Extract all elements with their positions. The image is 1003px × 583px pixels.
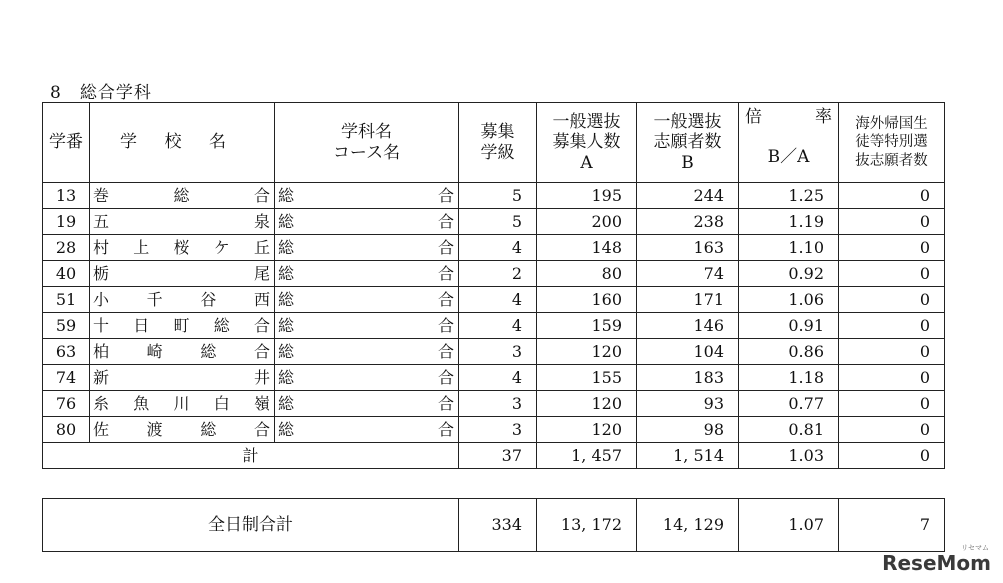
quota-cell: 120 — [537, 417, 637, 443]
quota-cell: 200 — [537, 209, 637, 235]
header-ratio: 倍 率 B／A — [739, 103, 839, 183]
admissions-table — [42, 102, 945, 469]
section-number: 8 — [50, 83, 62, 103]
ratio-cell: 0.81 — [739, 417, 839, 443]
school-code: 74 — [43, 365, 90, 391]
grand-total-ratio: 1.07 — [739, 499, 839, 552]
classes-cell: 4 — [459, 235, 537, 261]
school-code: 13 — [43, 183, 90, 209]
subtotal-classes: 37 — [459, 443, 537, 469]
department-name: 総 合 — [275, 209, 459, 235]
returnee-cell: 0 — [839, 183, 945, 209]
department-name: 総 合 — [275, 313, 459, 339]
subtotal-label: 計 — [43, 443, 459, 469]
school-code: 59 — [43, 313, 90, 339]
applicants-cell: 93 — [637, 391, 739, 417]
department-name: 総 合 — [275, 417, 459, 443]
department-name: 総 合 — [275, 261, 459, 287]
table-row — [43, 365, 945, 391]
subtotal-row — [43, 443, 945, 469]
returnee-cell: 0 — [839, 417, 945, 443]
quota-cell: 120 — [537, 391, 637, 417]
subtotal-quota: 1, 457 — [537, 443, 637, 469]
returnee-cell: 0 — [839, 235, 945, 261]
classes-cell: 5 — [459, 183, 537, 209]
school-code: 28 — [43, 235, 90, 261]
ratio-cell: 0.77 — [739, 391, 839, 417]
classes-cell: 3 — [459, 339, 537, 365]
school-name: 佐 渡 総 合 — [90, 417, 275, 443]
header-classes: 募集 学級 — [459, 103, 537, 183]
returnee-cell: 0 — [839, 209, 945, 235]
ratio-cell: 1.06 — [739, 287, 839, 313]
subtotal-applicants: 1, 514 — [637, 443, 739, 469]
school-code: 51 — [43, 287, 90, 313]
department-name: 総 合 — [275, 235, 459, 261]
school-name: 五 泉 — [90, 209, 275, 235]
applicants-cell: 238 — [637, 209, 739, 235]
section-title — [50, 78, 152, 103]
quota-cell: 195 — [537, 183, 637, 209]
ratio-cell: 0.91 — [739, 313, 839, 339]
ratio-cell: 0.86 — [739, 339, 839, 365]
school-name: 村 上 桜 ケ 丘 — [90, 235, 275, 261]
school-name: 糸 魚 川 白 嶺 — [90, 391, 275, 417]
returnee-cell: 0 — [839, 339, 945, 365]
table-row — [43, 235, 945, 261]
applicants-cell: 171 — [637, 287, 739, 313]
subtotal-returnee: 0 — [839, 443, 945, 469]
school-code: 40 — [43, 261, 90, 287]
school-code: 76 — [43, 391, 90, 417]
returnee-cell: 0 — [839, 287, 945, 313]
table-row — [43, 417, 945, 443]
classes-cell: 5 — [459, 209, 537, 235]
header-school: 学 校 名 — [90, 103, 275, 183]
quota-cell: 120 — [537, 339, 637, 365]
header-returnee: 海外帰国生 徒等特別選 抜志願者数 — [839, 103, 945, 183]
school-name: 新 井 — [90, 365, 275, 391]
classes-cell: 2 — [459, 261, 537, 287]
ratio-cell: 1.25 — [739, 183, 839, 209]
school-code: 63 — [43, 339, 90, 365]
applicants-cell: 104 — [637, 339, 739, 365]
header-row — [43, 103, 945, 183]
department-name: 総 合 — [275, 183, 459, 209]
school-name: 十 日 町 総 合 — [90, 313, 275, 339]
ratio-cell: 1.19 — [739, 209, 839, 235]
returnee-cell: 0 — [839, 391, 945, 417]
ratio-cell: 0.92 — [739, 261, 839, 287]
table-row — [43, 261, 945, 287]
classes-cell: 3 — [459, 391, 537, 417]
classes-cell: 3 — [459, 417, 537, 443]
returnee-cell: 0 — [839, 313, 945, 339]
school-name: 巻 総 合 — [90, 183, 275, 209]
school-name: 柏 崎 総 合 — [90, 339, 275, 365]
grand-total-returnee: 7 — [839, 499, 945, 552]
table-row — [43, 209, 945, 235]
returnee-cell: 0 — [839, 261, 945, 287]
grand-total-applicants: 14, 129 — [637, 499, 739, 552]
grand-total-row — [43, 499, 945, 552]
school-code: 19 — [43, 209, 90, 235]
table-row — [43, 287, 945, 313]
grand-total-table — [42, 498, 945, 552]
quota-cell: 148 — [537, 235, 637, 261]
classes-cell: 4 — [459, 287, 537, 313]
school-code: 80 — [43, 417, 90, 443]
grand-total-classes: 334 — [459, 499, 537, 552]
applicants-cell: 163 — [637, 235, 739, 261]
school-name: 栃 尾 — [90, 261, 275, 287]
school-name: 小 千 谷 西 — [90, 287, 275, 313]
header-department: 学科名 コース名 — [275, 103, 459, 183]
applicants-cell: 183 — [637, 365, 739, 391]
subtotal-ratio: 1.03 — [739, 443, 839, 469]
grand-total-quota: 13, 172 — [537, 499, 637, 552]
table-row — [43, 183, 945, 209]
section-name: 総合学科 — [79, 83, 152, 103]
department-name: 総 合 — [275, 339, 459, 365]
grand-total-label: 全日制合計 — [43, 499, 459, 552]
header-applicants: 一般選抜 志願者数 B — [637, 103, 739, 183]
quota-cell: 160 — [537, 287, 637, 313]
classes-cell: 4 — [459, 365, 537, 391]
table-row — [43, 339, 945, 365]
department-name: 総 合 — [275, 391, 459, 417]
quota-cell: 155 — [537, 365, 637, 391]
header-quota: 一般選抜 募集人数 A — [537, 103, 637, 183]
table-row — [43, 313, 945, 339]
applicants-cell: 74 — [637, 261, 739, 287]
department-name: 総 合 — [275, 287, 459, 313]
table-row — [43, 391, 945, 417]
resemom-logo: ReseMom リセマム — [882, 544, 991, 575]
department-name: 総 合 — [275, 365, 459, 391]
classes-cell: 4 — [459, 313, 537, 339]
ratio-cell: 1.18 — [739, 365, 839, 391]
applicants-cell: 146 — [637, 313, 739, 339]
applicants-cell: 98 — [637, 417, 739, 443]
quota-cell: 80 — [537, 261, 637, 287]
quota-cell: 159 — [537, 313, 637, 339]
returnee-cell: 0 — [839, 365, 945, 391]
applicants-cell: 244 — [637, 183, 739, 209]
header-code: 学番 — [43, 103, 90, 183]
ratio-cell: 1.10 — [739, 235, 839, 261]
